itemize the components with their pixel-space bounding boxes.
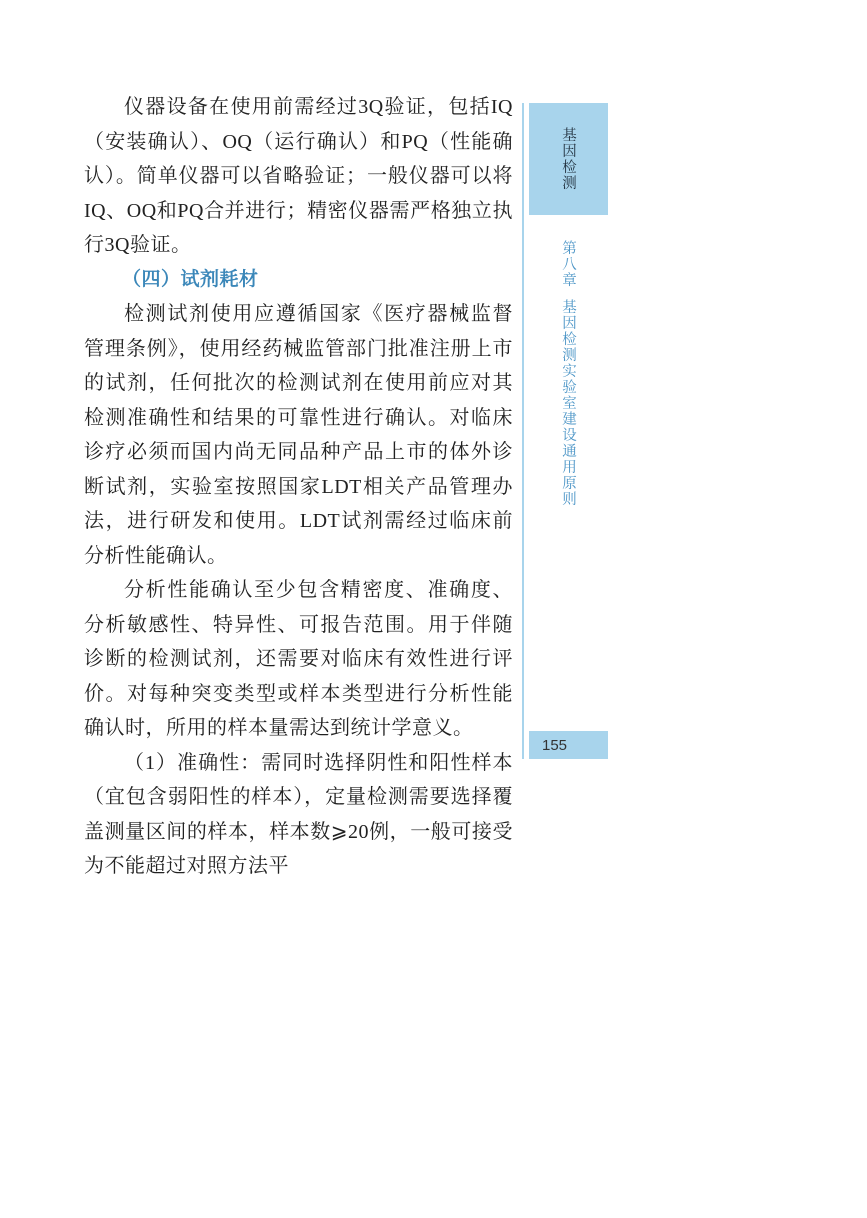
section-tab	[529, 103, 608, 215]
page-number-badge	[529, 731, 608, 759]
paragraph-instrument-3q: 仪器设备在使用前需经过3Q验证，包括IQ（安装确认）、OQ（运行确认）和PQ（性能确认）。简单仪器可以省略验证；一般仪器可以将IQ、OQ和PQ合并进行；精密仪器需严格独立执行3Q验证。	[84, 96, 513, 256]
page-number-label: 155	[542, 736, 568, 754]
chapter-title-label: 基因检测实验室建设通用原则	[560, 299, 576, 507]
chapter-number-label: 第八章	[560, 240, 576, 288]
section-tab-label: 基因检测	[560, 127, 576, 191]
main-text	[84, 90, 513, 884]
chapter-heading	[529, 240, 608, 507]
paragraph-analytical-performance: 分析性能确认至少包含精密度、准确度、分析敏感性、特异性、可报告范围。用于伴随诊断的检测试剂，还需要对临床有效性进行评价。对每种突变类型或样本类型进行分析性能确认时，所用的样本量需达到统计学意义。	[84, 579, 513, 739]
section-heading-reagent-consumables: （四）试剂耗材	[122, 268, 259, 290]
paragraph-reagent-regulation: 检测试剂使用应遵循国家《医疗器械监督管理条例》，使用经药械监管部门批准注册上市的试剂，任何批次的检测试剂在使用前应对其检测准确性和结果的可靠性进行确认。对临床诊疗必须而国内尚无同品种产品上市的体外诊断试剂，实验室按照国家LDT相关产品管理办法，进行研发和使用。LDT试剂需经过临床前分析性能确认。	[84, 303, 513, 567]
sidebar-vertical-rule	[522, 103, 524, 759]
paragraph-accuracy: （1）准确性：需同时选择阴性和阳性样本（宜包含弱阳性的样本），定量检测需要选择覆盖测量区间的样本，样本数⩾20例，一般可接受为不能超过对照方法平	[84, 751, 513, 877]
